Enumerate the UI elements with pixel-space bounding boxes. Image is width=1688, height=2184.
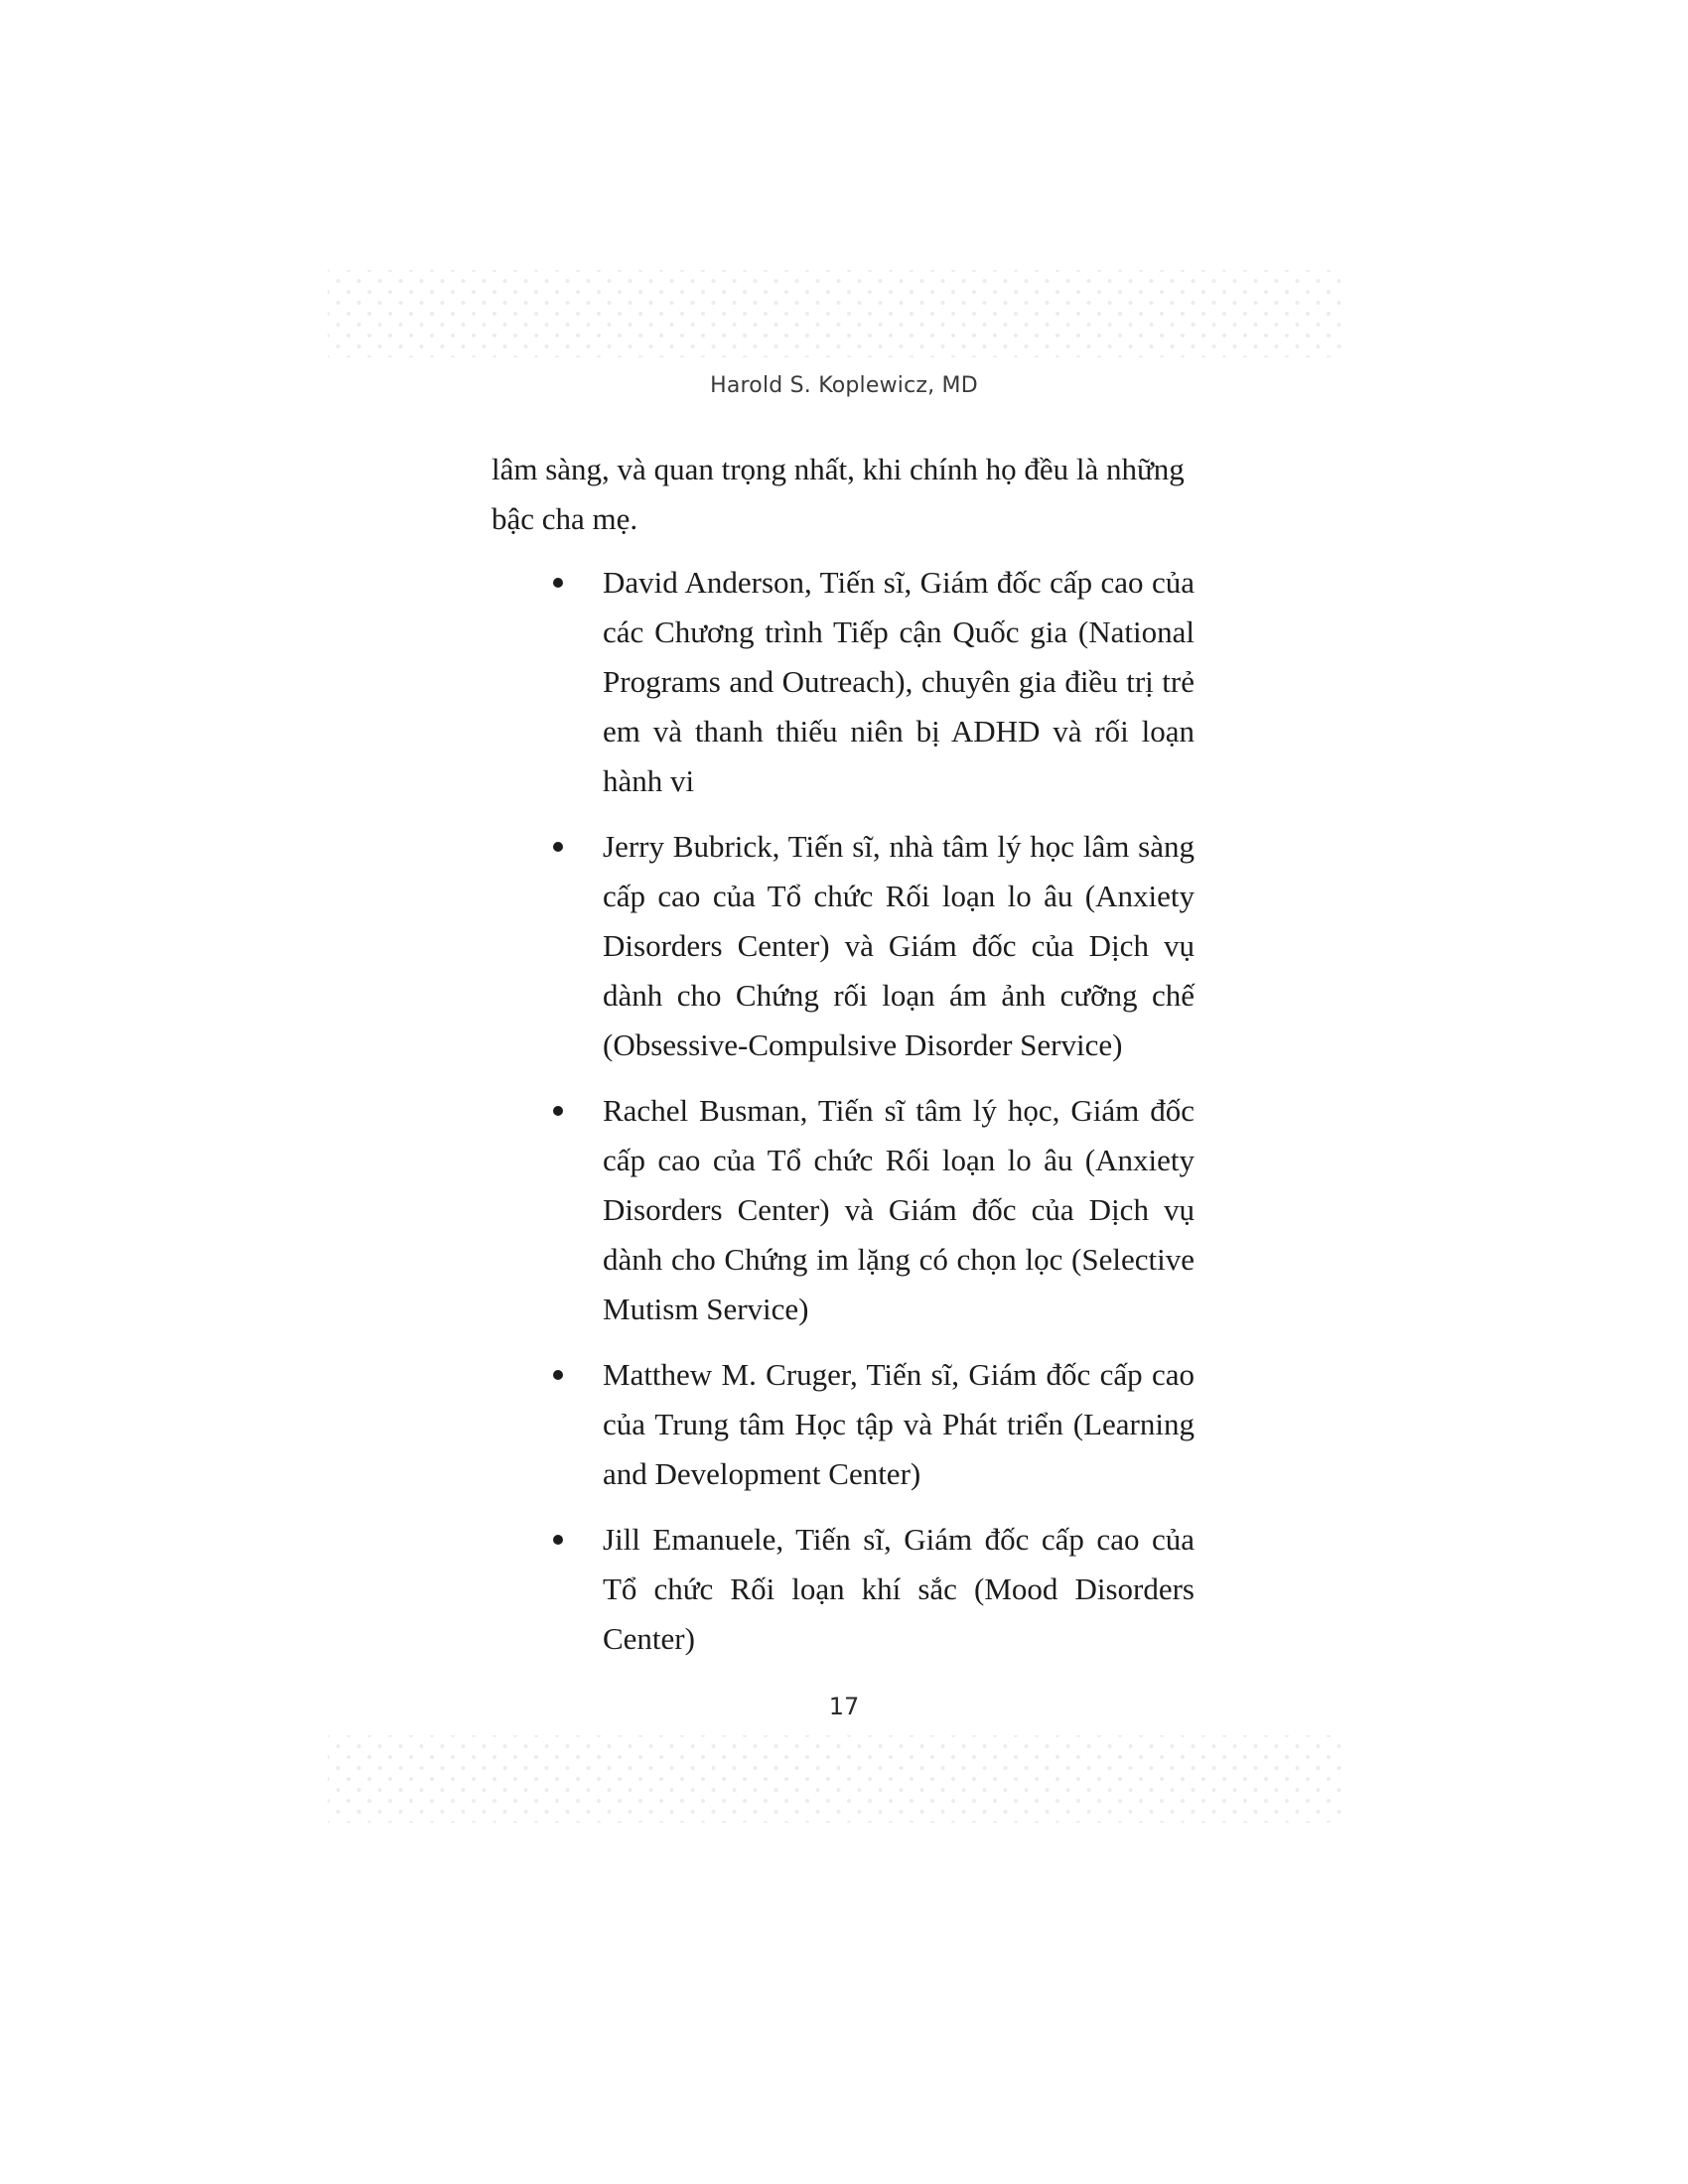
list-item-text: Jerry Bubrick, Tiến sĩ, nhà tâm lý học lâm sàng cấp cao của Tổ chức Rối loạn lo âu (Anxiety Disorders Center) và Giám đốc của Dịch vụ dành cho Chứng rối loạn ám ảnh cưỡng chế (Obsessive-Compulsive Disorder Service) [603,829,1195,1062]
list-item [492,1515,1195,1664]
decorative-dot-band-bottom [328,1735,1345,1823]
list-item-text: Jill Emanuele, Tiến sĩ, Giám đốc cấp cao của Tổ chức Rối loạn khí sắc (Mood Disorders Center) [603,1522,1195,1656]
list-item-text: Rachel Busman, Tiến sĩ tâm lý học, Giám đốc cấp cao của Tổ chức Rối loạn lo âu (Anxiety Disorders Center) và Giám đốc của Dịch vụ dành cho Chứng im lặng có chọn lọc (Selective Mutism Service) [603,1093,1195,1326]
expert-list [492,558,1195,1664]
page-number: 17 [828,1693,860,1720]
bullet-icon [553,1106,563,1116]
list-item-text: David Anderson, Tiến sĩ, Giám đốc cấp cao của các Chương trình Tiếp cận Quốc gia (National Programs and Outreach), chuyên gia điều trị trẻ em và thanh thiếu niên bị ADHD và rối loạn hành vi [603,565,1195,798]
list-item [492,822,1195,1070]
bullet-icon [553,578,563,588]
list-item-text: Matthew M. Cruger, Tiến sĩ, Giám đốc cấp cao của Trung tâm Học tập và Phát triển (Learning and Development Center) [603,1357,1195,1491]
bullet-icon [553,1370,563,1380]
bullet-icon [553,1535,563,1545]
running-header: Harold S. Koplewicz, MD [710,373,978,398]
list-item [492,1350,1195,1499]
page-content [492,445,1195,1664]
list-item [492,1086,1195,1334]
bullet-icon [553,842,563,852]
list-item [492,558,1195,806]
intro-paragraph: lâm sàng, và quan trọng nhất, khi chính họ đều là những bậc cha mẹ. [492,452,1185,536]
decorative-dot-band-top [328,270,1345,357]
